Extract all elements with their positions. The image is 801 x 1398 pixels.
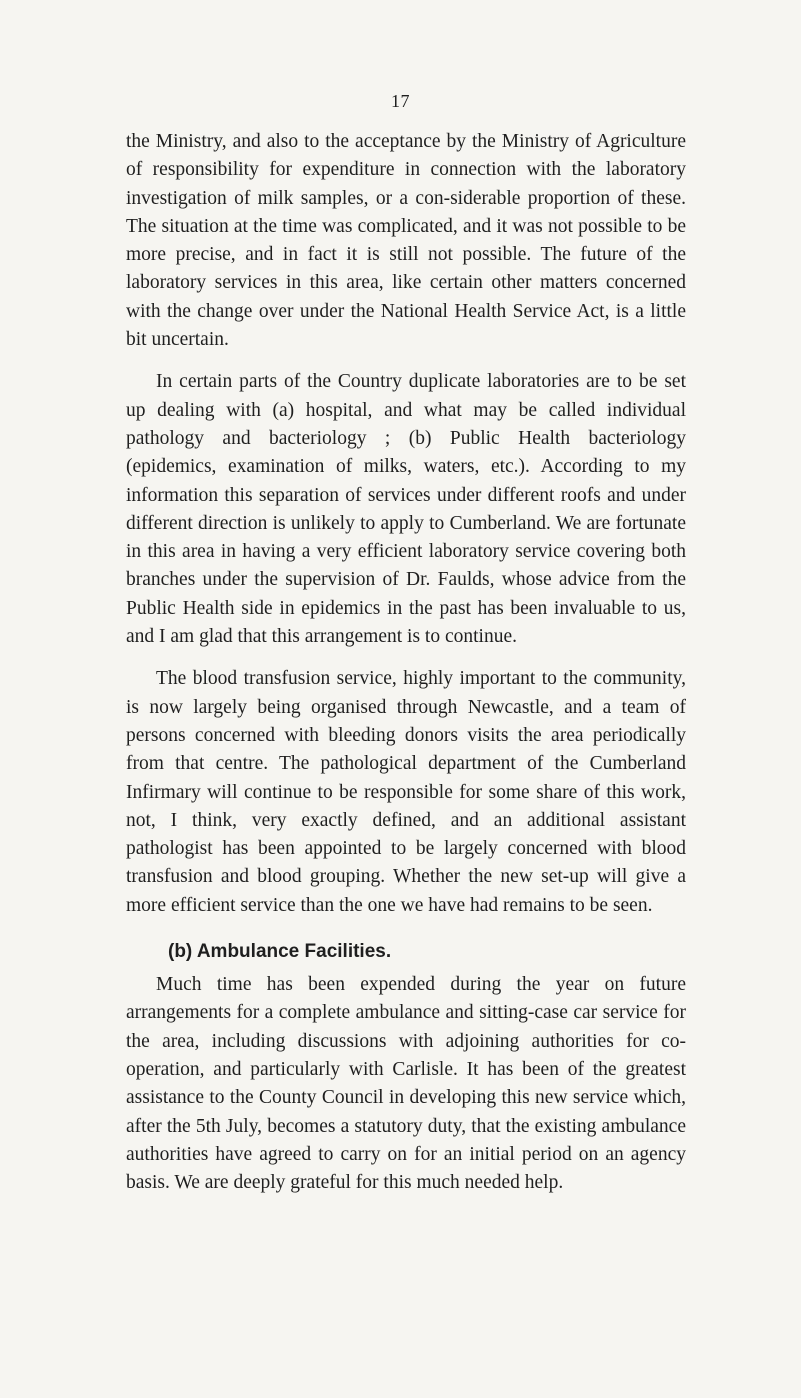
paragraph-duplicate-laboratories: In certain parts of the Country duplicate laboratories are to be set up dealing with (a) hospital, and what may be called individual pathology and bacteriology ; (b) Public Health bacteriology (epidemics, examination of milks, waters, etc.). According to my information this separation of services under different roofs and under different direction is unlikely to apply to Cumberland. We are fortunate in this area in having a very efficient laboratory service covering both branches under the supervision of Dr. Faulds, whose advice from the Public Health side in epidemics in the past has been invaluable to us, and I am glad that this arrangement is to continue. — [126, 371, 686, 648]
body-text — [126, 128, 686, 1197]
paragraph-ambulance-facilities: Much time has been expended during the year on future arrangements for a complete ambulance and sitting-case car service for the area, including discussions with adjoining authorities for co-operation, and particularly with Carlisle. It has been of the greatest assistance to the County Council in developing this new service which, after the 5th July, becomes a statutory duty, that the existing ambulance authorities have agreed to carry on for an initial period on an agency basis. We are deeply grateful for this much needed help. — [126, 974, 686, 1194]
section-heading-ambulance: (b) Ambulance Facilities. — [168, 941, 392, 963]
paragraph-laboratory-funding: the Ministry, and also to the acceptance by the Ministry of Agriculture of responsibility for expenditure in connection with the laboratory investigation of milk samples, or a con-siderable proportion of these. The situation at the time was complicated, and it was not possible to be more precise, and in fact it is still not possible. The future of the laboratory services in this area, like certain other matters concerned with the change over under the National Health Service Act, is a little bit uncertain. — [126, 131, 686, 351]
page-number: 17 — [391, 91, 410, 111]
paragraph-blood-transfusion: The blood transfusion service, highly important to the community, is now largely being organised through Newcastle, and a team of persons concerned with bleeding donors visits the area periodically from that centre. The pathological department of the Cumberland Infirmary will continue to be responsible for some share of this work, not, I think, very exactly defined, and an additional assistant pathologist has been appointed to be largely concerned with blood transfusion and blood grouping. Whether the new set-up will give a more efficient service than the one we have had remains to be seen. — [126, 668, 686, 916]
